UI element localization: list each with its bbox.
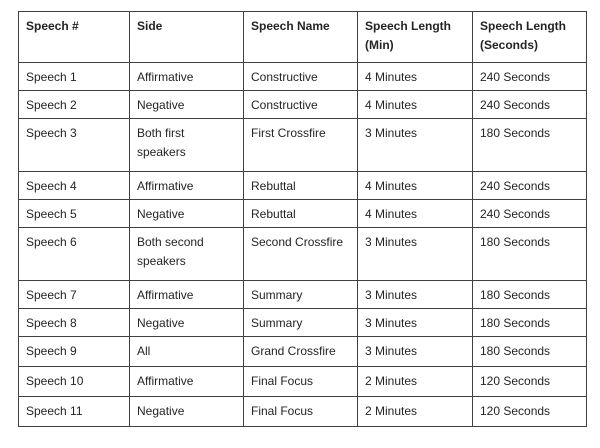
cell-side: Negative bbox=[130, 397, 244, 427]
cell-side: All bbox=[130, 337, 244, 367]
cell-speech-name: Summary bbox=[244, 281, 358, 309]
cell-length-seconds: 180 Seconds bbox=[473, 119, 587, 172]
cell-length-min: 2 Minutes bbox=[358, 397, 473, 427]
speech-times-table bbox=[18, 11, 587, 427]
cell-length-min: 3 Minutes bbox=[358, 119, 473, 172]
table-row bbox=[19, 200, 587, 228]
table-row bbox=[19, 172, 587, 200]
cell-speech-name: Constructive bbox=[244, 63, 358, 91]
cell-speech-number: Speech 9 bbox=[19, 337, 130, 367]
cell-length-seconds: 240 Seconds bbox=[473, 172, 587, 200]
cell-side: Affirmative bbox=[130, 172, 244, 200]
cell-speech-number: Speech 4 bbox=[19, 172, 130, 200]
cell-speech-number: Speech 3 bbox=[19, 119, 130, 172]
cell-speech-number: Speech 2 bbox=[19, 91, 130, 119]
cell-speech-number: Speech 8 bbox=[19, 309, 130, 337]
table-row bbox=[19, 337, 587, 367]
cell-speech-name: Rebuttal bbox=[244, 172, 358, 200]
cell-speech-name: Constructive bbox=[244, 91, 358, 119]
cell-side: Both first speakers bbox=[130, 119, 244, 172]
cell-speech-name: First Crossfire bbox=[244, 119, 358, 172]
column-header-speech-name: Speech Name bbox=[244, 12, 358, 63]
table-row bbox=[19, 228, 587, 281]
cell-length-min: 3 Minutes bbox=[358, 337, 473, 367]
column-header-speech-number: Speech # bbox=[19, 12, 130, 63]
cell-side: Affirmative bbox=[130, 281, 244, 309]
cell-length-seconds: 120 Seconds bbox=[473, 397, 587, 427]
cell-speech-name: Rebuttal bbox=[244, 200, 358, 228]
cell-length-seconds: 180 Seconds bbox=[473, 337, 587, 367]
cell-speech-number: Speech 6 bbox=[19, 228, 130, 281]
cell-side: Affirmative bbox=[130, 63, 244, 91]
cell-side: Negative bbox=[130, 200, 244, 228]
cell-speech-name: Final Focus bbox=[244, 397, 358, 427]
table-header-row bbox=[19, 12, 587, 63]
cell-length-seconds: 180 Seconds bbox=[473, 309, 587, 337]
cell-speech-name: Grand Crossfire bbox=[244, 337, 358, 367]
cell-speech-number: Speech 11 bbox=[19, 397, 130, 427]
cell-length-min: 3 Minutes bbox=[358, 309, 473, 337]
cell-speech-name: Second Crossfire bbox=[244, 228, 358, 281]
cell-length-seconds: 240 Seconds bbox=[473, 63, 587, 91]
table-row bbox=[19, 309, 587, 337]
cell-length-min: 4 Minutes bbox=[358, 91, 473, 119]
cell-speech-name: Summary bbox=[244, 309, 358, 337]
cell-length-seconds: 180 Seconds bbox=[473, 228, 587, 281]
cell-length-min: 3 Minutes bbox=[358, 281, 473, 309]
cell-speech-number: Speech 10 bbox=[19, 367, 130, 397]
column-header-side: Side bbox=[130, 12, 244, 63]
table-row bbox=[19, 367, 587, 397]
cell-length-seconds: 120 Seconds bbox=[473, 367, 587, 397]
cell-length-seconds: 180 Seconds bbox=[473, 281, 587, 309]
cell-length-min: 4 Minutes bbox=[358, 172, 473, 200]
cell-speech-number: Speech 5 bbox=[19, 200, 130, 228]
cell-speech-number: Speech 1 bbox=[19, 63, 130, 91]
column-header-length-seconds: Speech Length (Seconds) bbox=[473, 12, 587, 63]
cell-length-seconds: 240 Seconds bbox=[473, 91, 587, 119]
cell-side: Negative bbox=[130, 309, 244, 337]
cell-length-min: 4 Minutes bbox=[358, 200, 473, 228]
cell-side: Affirmative bbox=[130, 367, 244, 397]
cell-length-min: 3 Minutes bbox=[358, 228, 473, 281]
table-row bbox=[19, 397, 587, 427]
cell-side: Both second speakers bbox=[130, 228, 244, 281]
table-row bbox=[19, 119, 587, 172]
table-row bbox=[19, 281, 587, 309]
cell-length-min: 2 Minutes bbox=[358, 367, 473, 397]
cell-side: Negative bbox=[130, 91, 244, 119]
table-row bbox=[19, 63, 587, 91]
cell-length-min: 4 Minutes bbox=[358, 63, 473, 91]
cell-length-seconds: 240 Seconds bbox=[473, 200, 587, 228]
table-row bbox=[19, 91, 587, 119]
cell-speech-number: Speech 7 bbox=[19, 281, 130, 309]
column-header-length-min: Speech Length (Min) bbox=[358, 12, 473, 63]
cell-speech-name: Final Focus bbox=[244, 367, 358, 397]
